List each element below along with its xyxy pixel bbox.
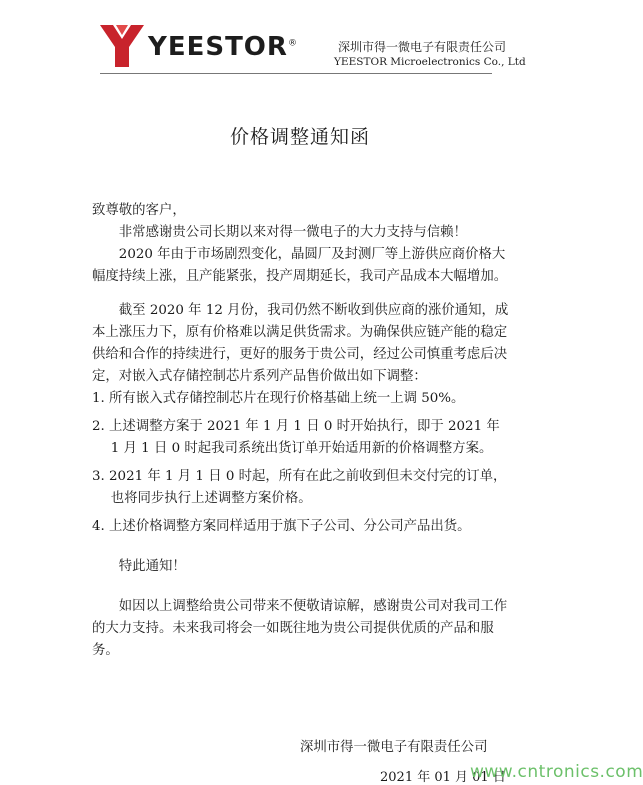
company-name-cn: 深圳市得一微电子有限责任公司 xyxy=(338,40,507,54)
list-item: 2. 上述调整方案于 2021 年 1 月 1 日 0 时开始执行，即于 2021 年 1 月 1 日 0 时起我司系统出货订单开始适用新的价格调整方案。 xyxy=(92,419,500,456)
notice-line: 特此通知！ xyxy=(118,559,186,574)
header-divider xyxy=(100,73,492,74)
letter-title: 价格调整通知函 xyxy=(229,126,370,148)
signature-date: 2021 年 01 月 01 日 xyxy=(380,770,506,785)
list-item: 3. 2021 年 1 月 1 日 0 时起，所有在此之前收到但未交付完的订单，也将同步执行上述调整方案价格。 xyxy=(92,469,507,506)
list-item: 1. 所有嵌入式存储控制芯片在现行价格基础上统一上调 50%。 xyxy=(92,391,465,406)
watermark-text: www.cntronics.com xyxy=(470,762,643,782)
brand-name: YEESTOR® xyxy=(148,32,298,62)
letter-body xyxy=(92,200,512,662)
letterhead xyxy=(0,0,600,80)
greeting: 致尊敬的客户， xyxy=(92,203,186,218)
company-name-en: YEESTOR Microelectronics Co., Ltd xyxy=(334,56,526,68)
paragraph-reason: 2020 年由于市场剧烈变化，晶圆厂及封测厂等上游供应商价格大幅度持续上涨，且产能紧张，投产周期延长，我司产品成本大幅增加。 xyxy=(92,247,508,284)
signature-company: 深圳市得一微电子有限责任公司 xyxy=(300,740,488,755)
paragraph-decision: 截至 2020 年 12 月份，我司仍然不断收到供应商的涨价通知，成本上涨压力下，原有价格难以满足供货需求。为确保供应链产能的稳定供给和合作的持续进行，更好的服务于贵公司，经过公司慎重考虑后决定，对嵌入式存储控制芯片系列产品售价做出如下调整： xyxy=(92,303,509,384)
paragraph-thanks: 非常感谢贵公司长期以来对得一微电子的大力支持与信赖！ xyxy=(118,225,467,240)
closing-paragraph: 如因以上调整给贵公司带来不便敬请谅解，感谢贵公司对我司工作的大力支持。未来我司将会一如既往地为贵公司提供优质的产品和服务。 xyxy=(92,599,508,658)
list-item: 4. 上述价格调整方案同样适用于旗下子公司、分公司产品出货。 xyxy=(92,519,471,534)
yeestor-logo-icon xyxy=(100,25,144,67)
